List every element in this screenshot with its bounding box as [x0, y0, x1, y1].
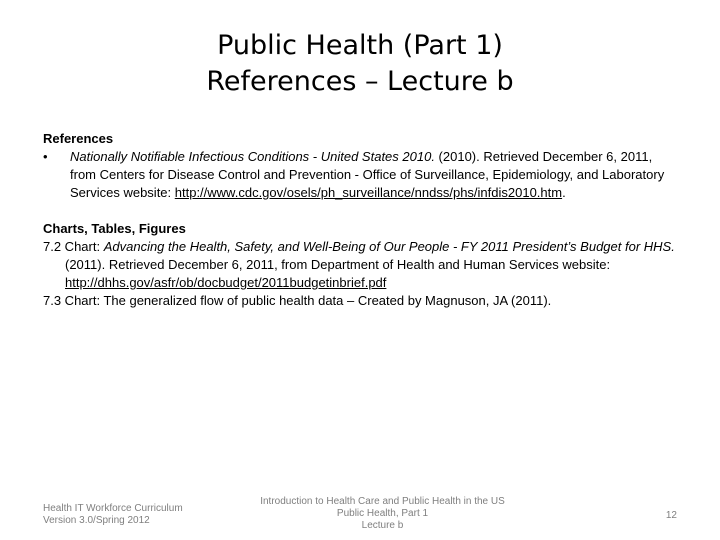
charts-heading: Charts, Tables, Figures — [43, 221, 186, 236]
footer-course-line-1: Introduction to Health Care and Public Health in the US — [260, 496, 505, 507]
reference-item-1-link[interactable]: http://www.cdc.gov/osels/ph_surveillance/nndss/phs/infdis2010.htm — [174, 185, 563, 200]
chart-item-7-2-text: (2011). Retrieved December 6, 2011, from Department of Health and Human Services website: — [65, 257, 611, 272]
bullet-icon: • — [43, 149, 48, 164]
slide-body — [43, 130, 678, 310]
reference-item-1 — [43, 148, 678, 202]
slide-title — [0, 28, 720, 100]
slide-title-line-2: References – Lecture b — [206, 66, 514, 97]
slide-title-line-1: Public Health (Part 1) — [217, 30, 503, 61]
references-heading: References — [43, 131, 114, 146]
chart-item-7-2-link[interactable]: http://dhhs.gov/asfr/ob/docbudget/2011budgetinbrief.pdf — [65, 275, 387, 290]
chart-item-7-2-title: Advancing the Health, Safety, and Well-Being of Our People - FY 2011 President’s Budget for HHS. — [103, 239, 675, 254]
footer-course-line-2: Public Health, Part 1 — [336, 508, 429, 519]
reference-item-1-title: Nationally Notifiable Infectious Conditions - United States 2010. — [70, 149, 435, 164]
chart-item-7-2-number: 7.2 Chart: — [43, 239, 104, 254]
footer-curriculum-line-1: Health IT Workforce Curriculum — [43, 503, 183, 514]
reference-item-1-end: . — [562, 185, 566, 200]
page-number: 12 — [665, 510, 677, 521]
footer-course-title — [240, 496, 525, 532]
footer-course-line-3: Lecture b — [361, 520, 404, 531]
chart-item-7-2 — [43, 238, 678, 292]
spacer — [43, 202, 678, 220]
chart-item-7-3: 7.3 Chart: The generalized flow of public health data – Created by Magnuson, JA (2011). — [43, 293, 552, 308]
footer-curriculum — [43, 503, 183, 527]
footer-curriculum-line-2: Version 3.0/Spring 2012 — [43, 515, 150, 526]
reference-item-1-text: (2010). Retrieved December 6, 2011, from Centers for Disease Control and Prevention - Office of Surveillance, Epidemiology, and Laboratory Services website: — [70, 149, 665, 200]
